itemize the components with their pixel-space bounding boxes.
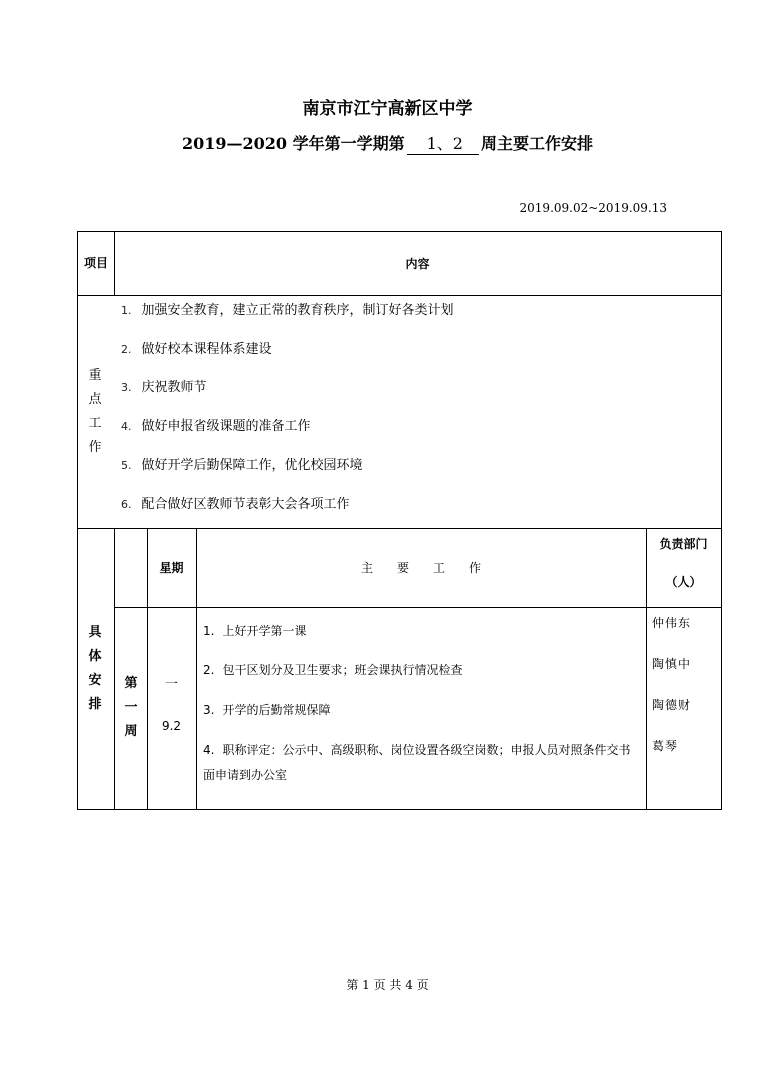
work-item: 4. 职称评定：公示中、高级职称、岗位设置各级空岗数；申报人员对照条件交书面申请到办公室	[203, 743, 631, 782]
schedule-title	[0, 131, 775, 155]
table-border-bottom	[77, 809, 722, 810]
header-main-work: 主 要 工 作	[360, 561, 481, 575]
table-border-right	[721, 231, 722, 810]
key-item: 3. 庆祝教师节	[121, 380, 207, 395]
header-dept: 负责部门	[659, 536, 708, 551]
responsible-person: 陶慎中	[652, 657, 692, 671]
header-content: 内容	[405, 256, 430, 271]
title-weeks: 1、2	[407, 131, 479, 155]
key-item: 6. 配合做好区教师节表彰大会各项工作	[121, 497, 350, 512]
key-work-label: 重 点 工 作	[88, 367, 102, 455]
responsible-person: 陶德财	[652, 698, 692, 712]
page-footer: 第 1 页 共 4 页	[346, 978, 429, 992]
weekday: 一	[164, 676, 178, 692]
key-item: 5. 做好开学后勤保障工作，优化校园环境	[121, 458, 363, 473]
header-weekday: 星期	[159, 561, 184, 575]
table-border-left	[77, 231, 78, 810]
table-divider	[114, 607, 722, 608]
school-title: 南京市江宁高新区中学	[302, 99, 473, 119]
table-divider	[114, 528, 115, 810]
work-item: 2. 包干区划分及卫生要求；班会课执行情况检查	[203, 663, 463, 677]
work-item: 3. 开学的后勤常规保障	[203, 703, 331, 717]
key-item: 2. 做好校本课程体系建设	[121, 342, 272, 357]
table-divider	[77, 295, 722, 296]
header-item: 项目	[83, 256, 108, 270]
title-suffix: 周主要工作安排	[481, 134, 594, 153]
title-prefix: 2019—2020 学年第一学期第	[181, 134, 405, 153]
work-date: 9.2	[161, 719, 182, 733]
arrangement-label: 具 体 安 排	[88, 625, 102, 712]
key-item: 1. 加强安全教育，建立正常的教育秩序，制订好各类计划	[121, 303, 454, 318]
header-dept-person: （人）	[665, 574, 702, 589]
date-range: 2019.09.02~2019.09.13	[519, 201, 667, 215]
responsible-person: 仲伟东	[652, 616, 692, 630]
week-label: 第 一 周	[124, 676, 138, 739]
key-item: 4. 做好申报省级课题的准备工作	[121, 419, 311, 434]
schedule-table	[77, 231, 722, 810]
work-item: 1. 上好开学第一课	[203, 624, 307, 638]
responsible-person: 葛琴	[652, 739, 679, 753]
